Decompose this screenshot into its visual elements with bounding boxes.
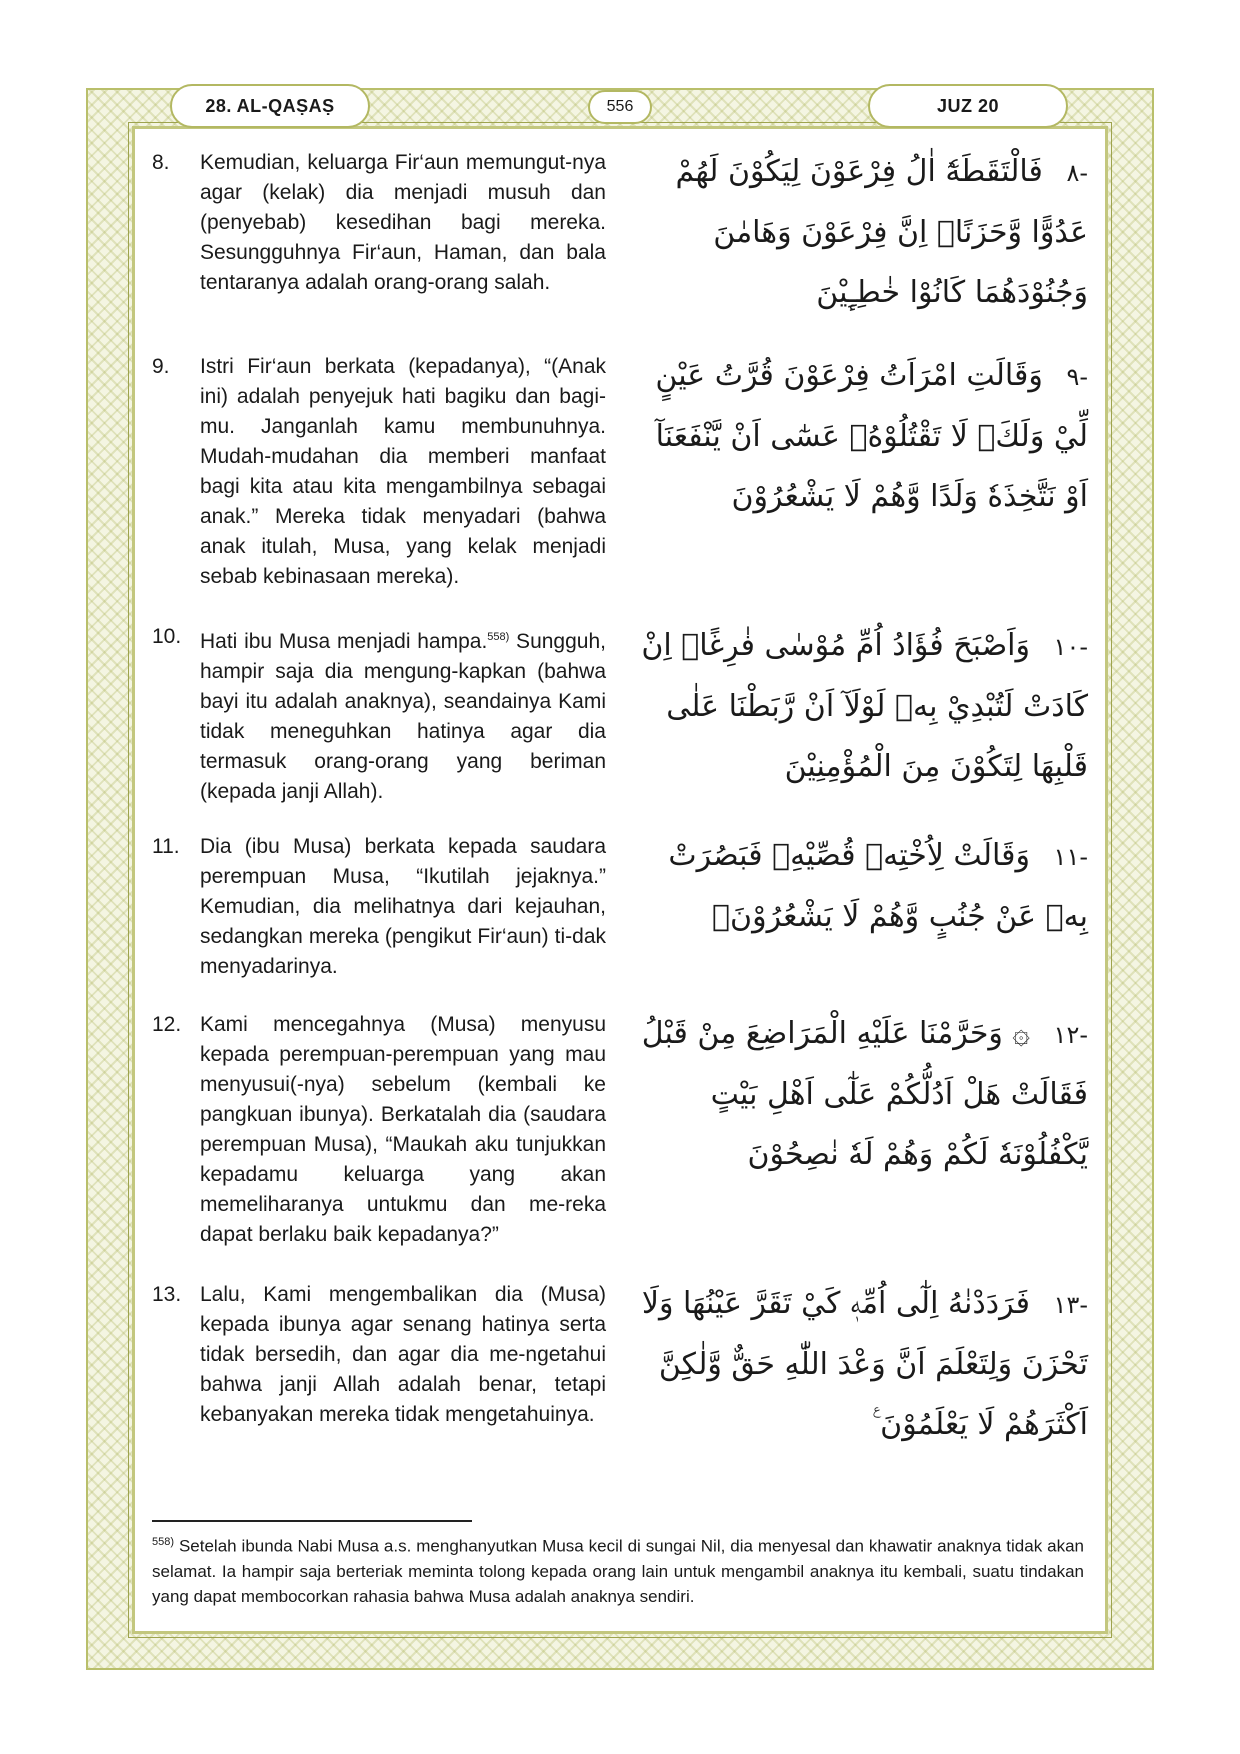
translation-text: Kami mencegahnya (Musa) menyusu kepada perempuan-perempuan yang mau menyusui(-nya) sebelum (kembali ke pangkuan ibunya). Berkatalah dia (saudara perempuan Musa), “Maukah aku tunjukkan kepadamu keluarga yang akan memeliharanya untukmu dan me-reka dapat berlaku baik kepadanya?” — [200, 1013, 606, 1246]
arabic-verse-number: -١٢ — [1053, 1021, 1088, 1049]
arabic-verse: ۞ وَحَرَّمْنَا عَلَيْهِ الْمَرَاضِعَ مِنْ قَبْلُ فَقَالَتْ هَلْ اَدُلُّكُمْ عَلٰٓى اَهْلِ بَيْتٍ يَّكْفُلُوْنَهٗ لَكُمْ وَهُمْ لَهٗ نٰصِحُوْنَ — [641, 1016, 1088, 1172]
footnote-marker: 558) — [152, 1536, 175, 1548]
arabic-verse-number: -٨ — [1066, 159, 1088, 187]
arabic-text — [628, 616, 1088, 797]
footnote — [152, 1530, 1084, 1609]
arabic-verse-number: -١١ — [1053, 843, 1088, 871]
verse-number: 12. — [152, 1013, 182, 1036]
arabic-text — [628, 826, 1088, 947]
verse-number: 13. — [152, 1283, 182, 1306]
footnote-reference[interactable]: 558) — [487, 631, 510, 643]
surah-title: 28. AL-QAṢAṢ — [170, 84, 370, 128]
translation-text: Dia (ibu Musa) berkata kepada saudara perempuan Musa, “Ikutilah jejaknya.” Kemudian, dia melihatnya dari kejauhan, sedangkan mereka (pengikut Fir‘aun) ti-dak menyadarinya. — [200, 835, 606, 978]
verse-number: 11. — [152, 835, 180, 858]
verse-number: 10. — [152, 625, 182, 648]
translation-text-part: Hati ibu Musa menjadi hampa. — [200, 630, 488, 653]
verse-number: 9. — [152, 355, 170, 378]
arabic-text — [628, 1274, 1088, 1455]
juz-label: JUZ 20 — [868, 84, 1068, 128]
arabic-text — [628, 346, 1088, 527]
arabic-text — [628, 142, 1088, 323]
verse-number: 8. — [152, 151, 170, 174]
translation-text-part: Sungguh, hampir saja dia mengung-kapkan (bahwa bayi itu adalah anaknya), seandainya Kami tidak meneguhkan hatinya agar dia termasuk orang-orang yang beriman (kepada janji Allah). — [200, 630, 606, 803]
arabic-verse: وَقَالَتِ امْرَاَتُ فِرْعَوْنَ قُرَّتُ عَيْنٍ لِّيْ وَلَكَۗ لَا تَقْتُلُوْهُۖ عَسٰٓى اَنْ يَّنْفَعَنَآ اَوْ نَتَّخِذَهٗ وَلَدًا وَّهُمْ لَا يَشْعُرُوْنَ — [655, 358, 1088, 514]
arabic-verse-number: -١٠ — [1053, 633, 1088, 661]
arabic-verse: وَقَالَتْ لِاُخْتِهٖ قُصِّيْهِۗ فَبَصُرَتْ بِهٖ عَنْ جُنُبٍ وَّهُمْ لَا يَشْعُرُوْنَۙ — [668, 838, 1088, 934]
arabic-verse-number: -٩ — [1066, 363, 1088, 391]
translation-text: Lalu, Kami mengembalikan dia (Musa) kepada ibunya agar senang hatinya serta tidak bersedih, dan agar dia me-ngetahui bahwa janji Allah adalah benar, tetapi kebanyakan mereka tidak mengetahuinya. — [200, 1283, 606, 1426]
arabic-verse: فَالْتَقَطَهٗٓ اٰلُ فِرْعَوْنَ لِيَكُوْنَ لَهُمْ عَدُوًّا وَّحَزَنًاۗ اِنَّ فِرْعَوْنَ وَهَامٰنَ وَجُنُوْدَهُمَا كَانُوْا خٰطِـِٕيْنَ — [675, 154, 1088, 310]
arabic-verse: فَرَدَدْنٰهُ اِلٰٓى اُمِّهٖ كَيْ تَقَرَّ عَيْنُهَا وَلَا تَحْزَنَ وَلِتَعْلَمَ اَنَّ وَعْدَ اللّٰهِ حَقٌّ وَّلٰكِنَّ اَكْثَرَهُمْ لَا يَعْلَمُوْنَ ࣖ — [641, 1286, 1088, 1442]
footnote-text: Setelah ibunda Nabi Musa a.s. menghanyutkan Musa kecil di sungai Nil, dia menyesal dan khawatir anaknya tidak akan selamat. Ia hampir saja berteriak meminta tolong kepada orang lain untuk mengambil anaknya itu kembali, suatu tindakan yang dapat membocorkan rahasia bahwa Musa adalah anaknya sendiri. — [152, 1536, 1084, 1606]
arabic-text — [628, 1004, 1088, 1185]
arabic-verse-number: -١٣ — [1053, 1291, 1088, 1319]
translation-text — [200, 622, 606, 807]
arabic-verse: وَاَصْبَحَ فُؤَادُ اُمِّ مُوْسٰى فٰرِغًاۗ اِنْ كَادَتْ لَتُبْدِيْ بِهٖ لَوْلَآ اَنْ رَّبَطْنَا عَلٰى قَلْبِهَا لِتَكُوْنَ مِنَ الْمُؤْمِنِيْنَ — [641, 628, 1088, 784]
page-number: 556 — [588, 90, 652, 124]
translation-text: Kemudian, keluarga Fir‘aun memungut-nya agar (kelak) dia menjadi musuh dan (penyebab) kesedihan bagi mereka. Sesungguhnya Fir‘aun, Haman, dan bala tentaranya adalah orang-orang salah. — [200, 151, 606, 294]
footnote-divider — [152, 1520, 472, 1522]
translation-text: Istri Fir‘aun berkata (kepadanya), “(Anak ini) adalah penyejuk hati bagiku dan bagi-mu. Janganlah kamu membunuhnya. Mudah-mudahan dia memberi manfaat bagi kita atau kita mengambilnya sebagai anak.” Mereka tidak menyadari (bahwa anak itulah, Musa, yang kelak menjadi sebab kebinasaan mereka). — [200, 355, 606, 588]
